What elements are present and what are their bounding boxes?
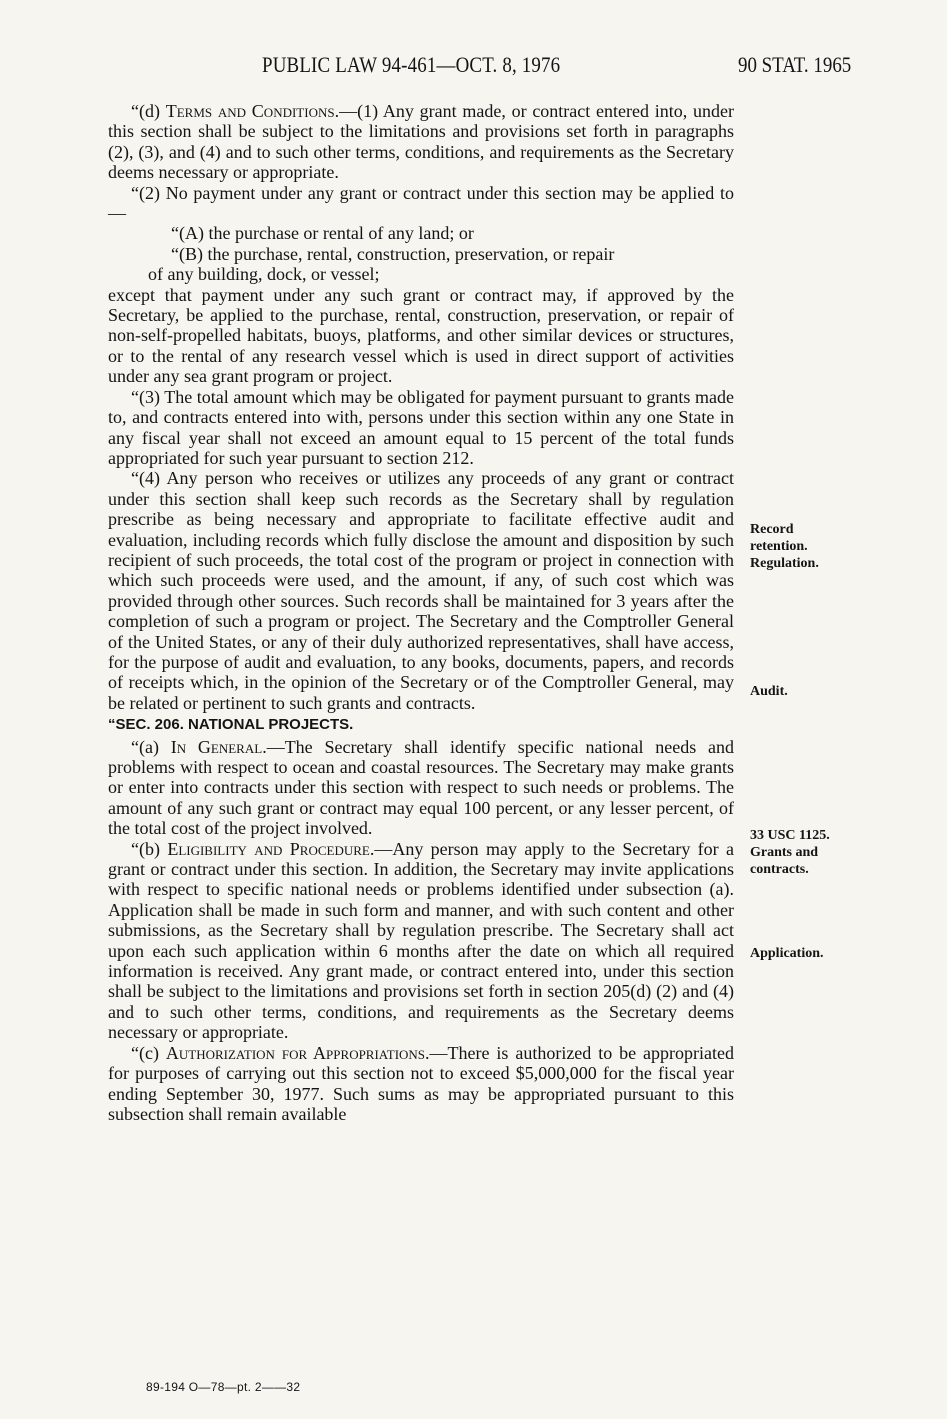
- statute-body: [108, 101, 734, 1124]
- paragraph-b-text: .—Any person may apply to the Secretary for a grant or contract under this section. In addition, the Secretary may invite applications with respect to specific national needs or problems identified under subsection (a). Application shall be made in such form and manner, and with such content and other submissions, as the Secretary shall by regulation prescribe. The Secretary shall act upon each such application within 6 months after the date on which all required information is received. Any grant made, or contract entered into, under this section shall be subject to the limitations and provisions set forth in section 205(d) (2) and (4) and to such other terms, conditions, and requirements as the Secretary deems necessary or appropriate.: [108, 838, 734, 1043]
- paragraph-b: [108, 839, 734, 1043]
- paragraph-d2-except: except that payment under any such grant or contract may, if approved by the Secretary, be applied to the purchase, rental, construction, preservation, or repair of non-self-propelled habitats, buoys, platforms, and other similar devices or structures, or to the rental of any research vessel which is used in direct support of activities under any sea grant program or project.: [108, 284, 734, 387]
- clause-d2b-first: “(B) the purchase, rental, construction, preservation, or repair: [171, 243, 615, 264]
- caption-in-general: In General: [170, 736, 263, 757]
- paragraph-a-text: .—The Secretary shall identify specific national needs and problems with respect to ocean and coastal resources. The Secretary may make grants or enter into contracts under this section with respect to such needs or problems. The amount of any such grant or contract may equal 100 percent, or any lesser percent, of the total cost of the project involved.: [108, 736, 734, 839]
- caption-eligibility-and-procedure: Eligibility and Procedure: [167, 838, 370, 859]
- paragraph-d3: “(3) The total amount which may be obligated for payment pursuant to grants made to, and contracts entered into with, persons under this section within any one State in any fiscal year shall not exceed an amount equal to 15 percent of the total funds appropriated for such year pursuant to section 212.: [108, 386, 734, 468]
- page-stat-number: 90 STAT. 1965: [738, 52, 852, 77]
- paragraph-c: [108, 1043, 734, 1125]
- clause-d2b-continued: of any building, dock, or vessel;: [148, 264, 380, 285]
- margin-note-application: Application.: [750, 946, 824, 961]
- caption-terms-and-conditions: Terms and Conditions: [165, 101, 335, 121]
- paragraph-c-text: .—There is authorized to be appropriated for purposes of carrying out this section not to exceed $5,000,000 for the fiscal year ending September 30, 1977. Such sums as may be appropriated pursuant to this subsection shall remain available: [108, 1042, 734, 1124]
- paragraph-a: [108, 737, 734, 839]
- margin-note-record-retention: Record retention. Regulation.: [750, 522, 819, 571]
- margin-note-audit: Audit.: [750, 684, 788, 699]
- paragraph-d4: “(4) Any person who receives or utilizes any proceeds of any grant or contract under this section shall keep such records as the Secretary shall by regulation prescribe as being necessary and appropriate to facilitate effective audit and evaluation, including records which fully disclose the amount and disposition by such recipient of such proceeds, the total cost of the program or project in connection with which such proceeds were used, and the amount, if any, of such cost which was provided through other sources. Such records shall be maintained for 3 years after the completion of such a program or project. The Secretary and the Comptroller General of the United States, or any of their duly authorized representatives, shall have access, for the purpose of audit and evaluation, to any books, documents, papers, and records of receipts which, in the opinion of the Secretary or of the Comptroller General, may be related or pertinent to such grants and contracts.: [108, 468, 734, 713]
- paragraph-d1-lead: “(d): [131, 101, 166, 121]
- clause-d2a: “(A) the purchase or rental of any land; or: [171, 223, 474, 244]
- paragraph-c-lead: “(c): [131, 1042, 166, 1063]
- paragraph-d1: [108, 101, 734, 183]
- section-206-heading: “SEC. 206. NATIONAL PROJECTS.: [108, 716, 354, 734]
- paragraph-a-lead: “(a): [131, 736, 171, 757]
- paragraph-b-lead: “(b): [131, 838, 168, 859]
- caption-authorization-for-appropriations: Authorization for Appropriations: [165, 1042, 426, 1063]
- paragraph-d2: “(2) No payment under any grant or contract under this section may be applied to—: [108, 182, 734, 224]
- footer-print-code: 89-194 O—78—pt. 2——32: [146, 1380, 301, 1394]
- margin-note-usc-grants: 33 USC 1125. Grants and contracts.: [750, 828, 830, 877]
- running-head-title: PUBLIC LAW 94-461—OCT. 8, 1976: [262, 52, 561, 77]
- paragraph-d1-text: .—(1) Any grant made, or contract entered into, under this section shall be subject to the limitations and provisions set forth in paragraphs (2), (3), and (4) and to such other terms, conditions, and requirements as the Secretary deems necessary or appropriate.: [108, 101, 734, 183]
